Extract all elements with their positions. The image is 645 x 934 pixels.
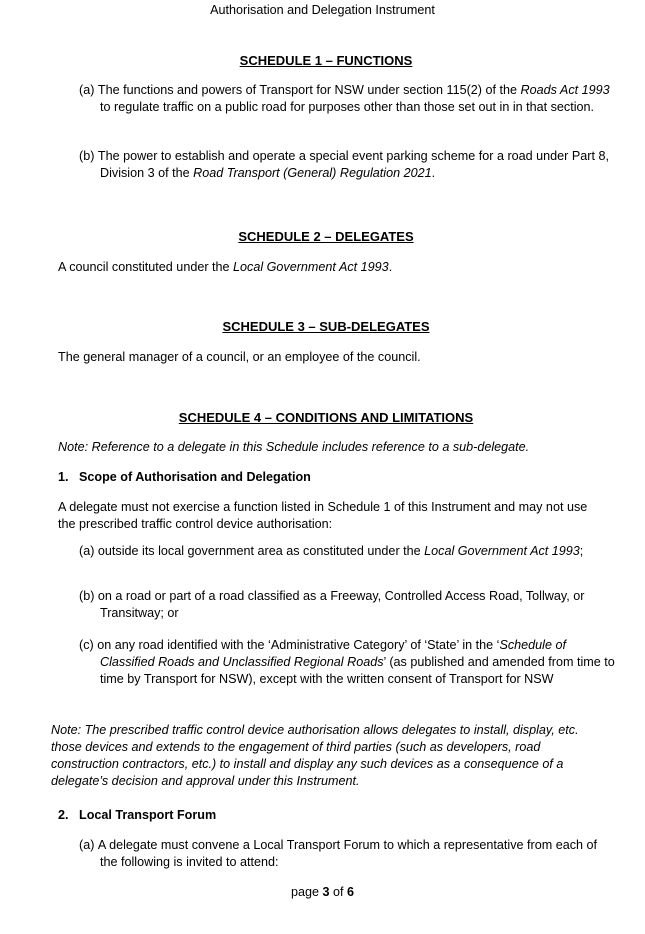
page-footer: page 3 of 6 <box>290 885 355 899</box>
schedule-3-title: SCHEDULE 3 – SUB-DELEGATES <box>222 319 430 334</box>
section-1-item-c: (c) on any road identified with the ‘Administrative Category’ of ‘State’ in the ‘Schedule of Classified Roads and Unclassified Regional Roads’ (as published and amended from time to time by Transport for NSW), except with the written consent of Transport for NSW <box>79 638 615 686</box>
schedule-4-title: SCHEDULE 4 – CONDITIONS AND LIMITATIONS <box>178 410 474 425</box>
schedule-1-item-a: (a) The functions and powers of Transport for NSW under section 115(2) of the Roads Act 1993 to regulate traffic on a public road for purposes other than those set out in in that section. <box>79 83 610 114</box>
total-pages-number: 6 <box>347 885 355 899</box>
schedule-3-text: The general manager of a council, or an employee of the council. <box>58 350 421 364</box>
section-2-item-a: (a) A delegate must convene a Local Transport Forum to which a representative from each of the following is invited to attend: <box>79 838 598 869</box>
schedule-1-item-b: (b) The power to establish and operate a special event parking scheme for a road under Part 8, Division 3 of the Road Transport (General) Regulation 2021. <box>79 149 609 180</box>
page-header: Authorisation and Delegation Instrument <box>210 3 435 17</box>
schedule-4-note: Note: Reference to a delegate in this Schedule includes reference to a sub-delegate. <box>58 440 530 454</box>
section-1-intro: A delegate must not exercise a function listed in Schedule 1 of this Instrument and may not use the prescribed traffic control device authorisation: <box>58 500 588 531</box>
schedule-1-title: SCHEDULE 1 – FUNCTIONS <box>239 53 413 68</box>
section-2-heading: 2. Local Transport Forum <box>58 808 217 822</box>
section-1-heading: 1. Scope of Authorisation and Delegation <box>58 470 311 484</box>
section-1-item-b: (b) on a road or part of a road classified as a Freeway, Controlled Access Road, Tollway, or Transitway; or <box>79 589 585 620</box>
schedule-2-text: A council constituted under the Local Government Act 1993. <box>58 260 393 274</box>
traffic-device-note: Note: The prescribed traffic control device authorisation allows delegates to install, display, etc. those devices and extends to the engagement of third parties (such as developers, road construction contractors, etc.) to install and display any such devices as a consequence of a delegate’s decision and approval under this Instrument. <box>51 723 579 788</box>
current-page-number: 3 <box>322 885 330 899</box>
section-1-item-a: (a) outside its local government area as constituted under the Local Government Act 1993; <box>79 544 584 558</box>
schedule-2-title: SCHEDULE 2 – DELEGATES <box>238 229 414 244</box>
